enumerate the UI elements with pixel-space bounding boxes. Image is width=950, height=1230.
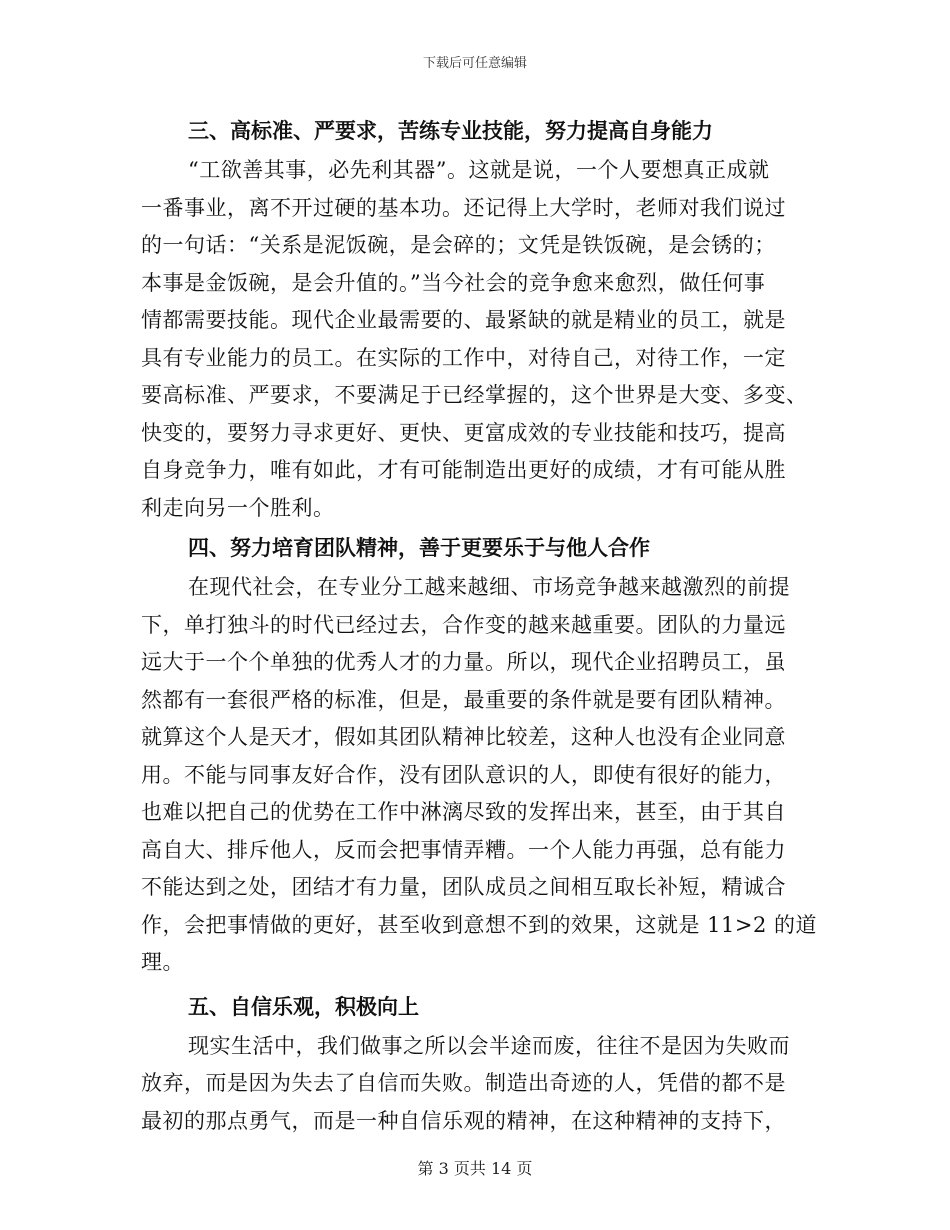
section-heading: 三、高标准、严要求，苦练专业技能，努力提高自身能力: [188, 118, 713, 143]
paragraph-line: 在现代社会，在专业分工越来越细、市场竞争越来越激烈的前提: [188, 575, 790, 599]
paragraph-line: 远大于一个个单独的优秀人才的力量。所以，现代企业招聘员工，虽: [141, 650, 786, 674]
page-header: 下载后可任意编辑: [422, 56, 527, 71]
paragraph-line: 最初的那点勇气，而是一种自信乐观的精神，在这种精神的支持下，: [141, 1108, 786, 1133]
paragraph-line: 一番事业，离不开过硬的基本功。还记得上大学时，老师对我们说过: [141, 195, 786, 220]
paragraph-line: 就算这个人是天才，假如其团队精神比较差，这种人也没有企业同意: [141, 725, 786, 749]
paragraph-line: 快变的，要努力寻求更好、更快、更富成效的专业技能和技巧，提高: [141, 420, 786, 445]
paragraph-line: 然都有一套很严格的标准，但是，最重要的条件就是要有团队精神。: [141, 687, 786, 712]
paragraph-line: 情都需要技能。现代企业最需要的、最紧缺的就是精业的员工，就是: [141, 308, 786, 332]
paragraph-line: 放弃，而是因为失去了自信而失败。制造出奇迹的人，凭借的都不是: [141, 1071, 786, 1095]
page-footer: 第 3 页共 14 页: [417, 1159, 533, 1178]
paragraph-line: 理。: [141, 950, 184, 974]
paragraph-line: “工欲善其事，必先利其器”。这就是说，一个人要想真正成就: [188, 158, 770, 182]
paragraph-line: 利走向另一个胜利。: [141, 495, 335, 520]
paragraph-line: 的一句话：“关系是泥饭碗，是会碎的；文凭是铁饭碗，是会锈的；: [141, 233, 776, 257]
paragraph-line: 现实生活中，我们做事之所以会半途而废，往往不是因为失败而: [188, 1033, 790, 1058]
paragraph-line: 用。不能与同事友好合作，没有团队意识的人，即使有很好的能力，: [141, 762, 786, 787]
paragraph-line: 高自大、排斥他人，反而会把事情弄糟。一个人能力再强，总有能力: [141, 837, 786, 862]
paragraph-line: 下，单打独斗的时代已经过去，合作变的越来越重要。团队的力量远: [141, 612, 786, 637]
paragraph-line: 具有专业能力的员工。在实际的工作中，对待自己，对待工作，一定: [141, 345, 786, 370]
paragraph-line: 要高标准、严要求，不要满足于已经掌握的，这个世界是大变、多变、: [141, 383, 808, 407]
paragraph-line: 自身竞争力，唯有如此，才有可能制造出更好的成绩，才有可能从胜: [141, 458, 786, 482]
section-heading: 四、努力培育团队精神，善于更要乐于与他人合作: [188, 535, 650, 560]
paragraph-line: 作，会把事情做的更好，甚至收到意想不到的效果，这就是 11>2 的道: [141, 912, 818, 937]
paragraph-line: 不能达到之处，团结才有力量，团队成员之间相互取长补短，精诚合: [141, 875, 786, 899]
paragraph-line: 也难以把自己的优势在工作中淋漓尽致的发挥出来，甚至，由于其自: [141, 800, 786, 824]
document-body: [141, 110, 818, 1140]
section-heading: 五、自信乐观，积极向上: [188, 993, 419, 1019]
paragraph-line: 本事是金饭碗，是会升值的。”当今社会的竞争愈来愈烈，做任何事: [141, 270, 766, 295]
